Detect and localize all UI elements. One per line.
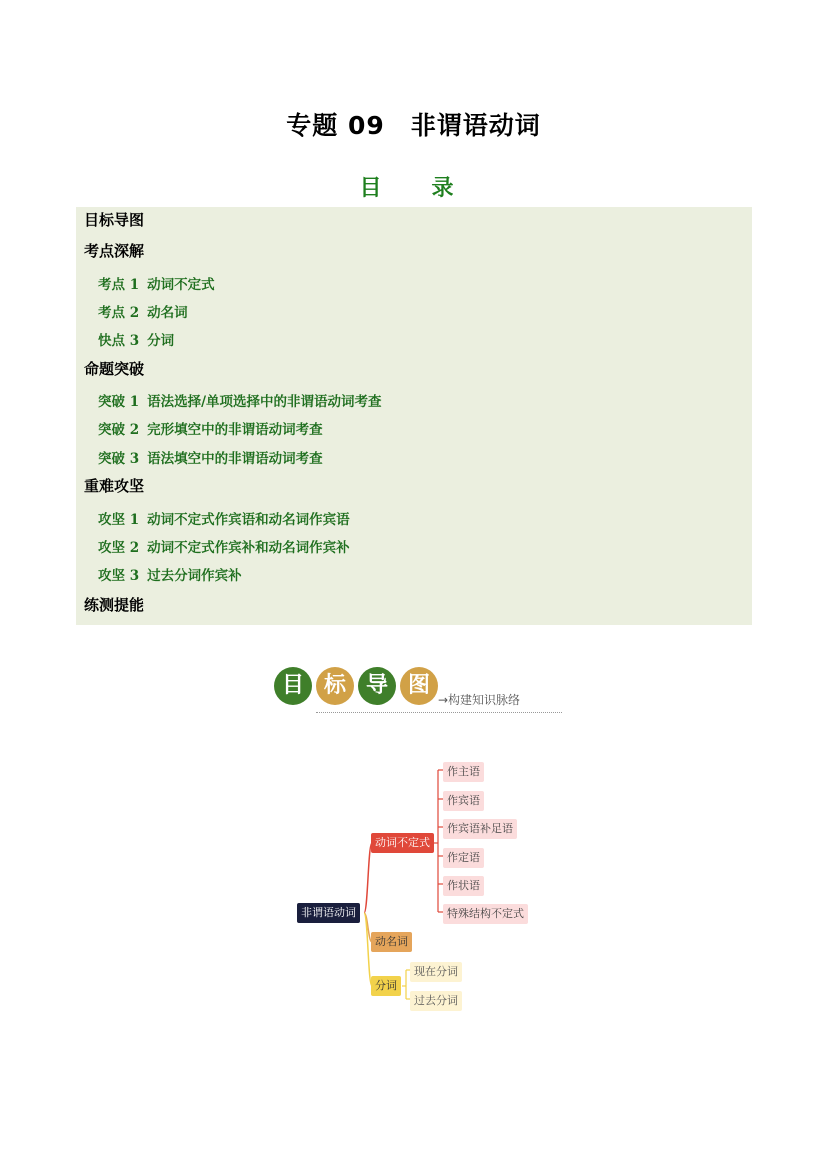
toc-item-number: 考点 1 xyxy=(98,277,140,293)
toc-section-gongjian[interactable]: 重难攻坚 xyxy=(84,477,145,495)
mindmap-leaf: 作宾语 xyxy=(443,791,484,811)
toc-item-number: 攻坚 3 xyxy=(98,568,140,584)
banner-char-dao: 导 xyxy=(358,667,396,705)
toc-item-text: 语法选择/单项选择中的非谓语动词考查 xyxy=(147,394,382,410)
mindmap-leaf: 作定语 xyxy=(443,848,484,868)
banner-char-mu: 目 xyxy=(274,667,312,705)
mindmap-leaf: 作宾语补足语 xyxy=(443,819,517,839)
mindmap-leaf: 过去分词 xyxy=(410,991,462,1011)
mindmap-leaf: 作主语 xyxy=(443,762,484,782)
mindmap-leaf: 特殊结构不定式 xyxy=(443,904,528,924)
toc-item-number: 突破 1 xyxy=(98,394,140,410)
toc-item-text: 动词不定式作宾语和动名词作宾语 xyxy=(147,512,350,528)
mindmap-leaf: 作状语 xyxy=(443,876,484,896)
toc-section-kaodian[interactable]: 考点深解 xyxy=(84,242,145,260)
toc-item-number: 突破 2 xyxy=(98,422,140,438)
toc-item-text: 语法填空中的非谓语动词考查 xyxy=(147,451,323,467)
toc-item-number: 攻坚 2 xyxy=(98,540,140,556)
banner-char-tu: 图 xyxy=(400,667,438,705)
mindmap-node-participle: 分词 xyxy=(371,976,401,996)
mindmap-root-node: 非谓语动词 xyxy=(297,903,360,923)
toc-item-number: 突破 3 xyxy=(98,451,140,467)
banner-char-biao: 标 xyxy=(316,667,354,705)
toc-item-mindmap[interactable]: 目标导图 xyxy=(84,211,145,229)
toc-item-number: 攻坚 1 xyxy=(98,512,140,528)
toc-section-lianche[interactable]: 练测提能 xyxy=(84,596,145,614)
toc-item-text: 过去分词作宾补 xyxy=(147,568,242,584)
toc-item-text: 分词 xyxy=(147,333,175,349)
mindmap-node-infinitive: 动词不定式 xyxy=(371,833,434,853)
toc-heading: 目 录 xyxy=(359,176,468,201)
mindmap-node-gerund: 动名词 xyxy=(371,932,412,952)
toc-item-number: 快点 3 xyxy=(98,333,140,349)
toc-item-text: 动词不定式 xyxy=(147,277,215,293)
toc-section-tupo[interactable]: 命题突破 xyxy=(84,360,145,378)
toc-item-text: 动名词 xyxy=(147,305,188,321)
mindmap-leaf: 现在分词 xyxy=(410,962,462,982)
toc-item-text: 动词不定式作宾补和动名词作宾补 xyxy=(147,540,350,556)
page-title: 专题 09 非谓语动词 xyxy=(286,111,541,140)
toc-item-number: 考点 2 xyxy=(98,305,140,321)
toc-item-text: 完形填空中的非谓语动词考查 xyxy=(147,422,323,438)
banner-subtitle: →构建知识脉络 xyxy=(438,693,521,707)
